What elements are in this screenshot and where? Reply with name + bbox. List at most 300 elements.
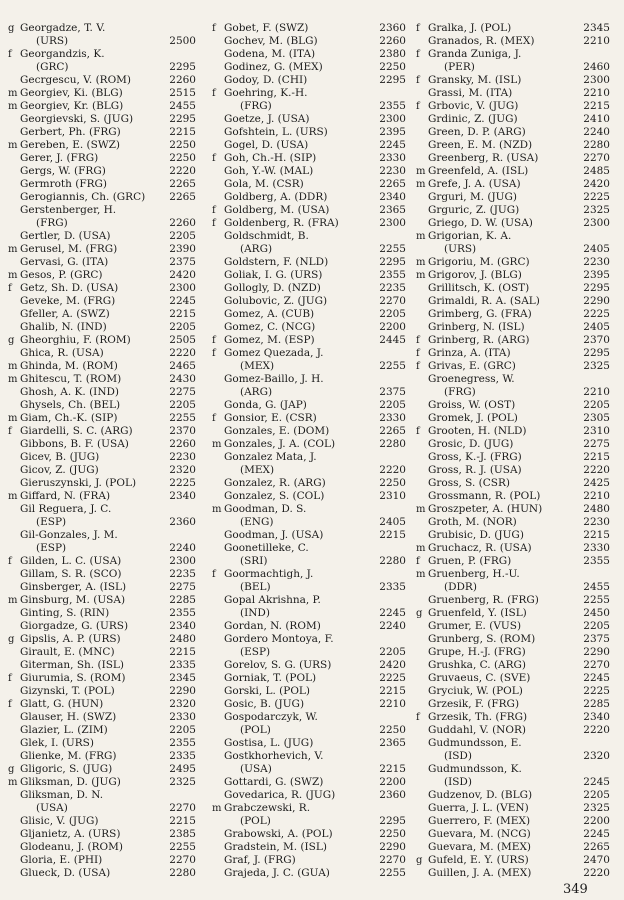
index-entry (212, 321, 408, 334)
title-marker: f (416, 75, 420, 86)
player-name: Gicev, B. (JUG) (20, 451, 100, 463)
player-name: Gomez, C. (NCG) (224, 321, 316, 333)
index-entry (212, 516, 408, 529)
index-entry (212, 35, 408, 48)
player-rating: 2255 (379, 867, 406, 879)
index-entry (8, 386, 198, 399)
player-name: Grumer, E. (VUS) (428, 620, 522, 632)
player-rating: 2250 (169, 152, 196, 164)
player-rating: 2215 (169, 646, 196, 658)
player-name: Gilden, L. C. (USA) (20, 555, 122, 567)
player-rating: 2295 (169, 61, 196, 73)
index-entry (416, 399, 612, 412)
title-marker: m (416, 179, 426, 190)
player-name: (ISD) (444, 776, 472, 788)
player-name: Giorgadze, G. (URS) (20, 620, 129, 632)
index-entry (8, 100, 198, 113)
index-entry (416, 763, 612, 776)
index-entry (416, 594, 612, 607)
index-entry (212, 165, 408, 178)
index-entry (212, 438, 408, 451)
title-marker: f (212, 569, 216, 580)
player-rating: 2355 (169, 737, 196, 749)
player-name: Geveke, M. (FRG) (20, 295, 116, 307)
player-name: Goehring, K.-H. (224, 87, 308, 99)
player-name: Ginting, S. (RIN) (20, 607, 110, 619)
player-rating: 2215 (379, 685, 406, 697)
index-entry (416, 503, 612, 516)
title-marker: f (212, 218, 216, 229)
player-name: Ghysels, Ch. (BEL) (20, 399, 121, 411)
index-entry (212, 815, 408, 828)
player-rating: 2335 (379, 581, 406, 593)
index-entry (416, 61, 612, 74)
player-rating: 2340 (379, 191, 406, 203)
player-rating: 2215 (583, 100, 610, 112)
title-marker: f (212, 348, 216, 359)
index-entry (212, 48, 408, 61)
title-marker: m (8, 374, 18, 385)
title-marker: f (8, 283, 12, 294)
player-name: (FRG) (36, 217, 68, 229)
index-entry (416, 841, 612, 854)
title-marker: f (416, 348, 420, 359)
player-name: Godinez, G. (MEX) (224, 61, 323, 73)
title-marker: f (8, 699, 12, 710)
player-name: Gudmundsson, E. (428, 737, 522, 749)
player-name: Georgievski, S. (JUG) (20, 113, 134, 125)
player-rating: 2225 (583, 191, 610, 203)
index-entry (212, 633, 408, 646)
player-name: Gomez Quezada, J. (224, 347, 324, 359)
index-entry (212, 87, 408, 100)
title-marker: m (8, 244, 18, 255)
player-rating: 2210 (583, 490, 610, 502)
player-rating: 2280 (379, 438, 406, 450)
player-name: Grzesik, F. (FRG) (428, 698, 520, 710)
player-rating: 2245 (583, 672, 610, 684)
index-entry (8, 139, 198, 152)
index-entry (416, 854, 612, 867)
player-rating: 2225 (583, 308, 610, 320)
index-entry (8, 646, 198, 659)
index-entry (212, 282, 408, 295)
player-name: Gruen, P. (FRG) (428, 555, 512, 567)
player-rating: 2260 (379, 35, 406, 47)
player-name: Gruvaeus, C. (SVE) (428, 672, 531, 684)
index-entry (8, 217, 198, 230)
column-2 (212, 22, 408, 880)
index-entry (8, 464, 198, 477)
player-rating: 2340 (583, 711, 610, 723)
player-rating: 2335 (169, 659, 196, 671)
player-rating: 2395 (379, 126, 406, 138)
player-rating: 2205 (169, 399, 196, 411)
index-entry (212, 230, 408, 243)
player-rating: 2280 (169, 867, 196, 879)
title-marker: m (8, 270, 18, 281)
title-marker: f (212, 88, 216, 99)
player-name: (SRI) (240, 555, 268, 567)
player-rating: 2200 (379, 321, 406, 333)
player-rating: 2210 (583, 87, 610, 99)
index-entry (8, 360, 198, 373)
player-name: Gostkhorhevich, V. (224, 750, 324, 762)
title-marker: m (212, 803, 222, 814)
player-rating: 2215 (379, 529, 406, 541)
index-entry (416, 581, 612, 594)
index-entry (212, 698, 408, 711)
index-entry (212, 217, 408, 230)
player-rating: 2500 (169, 35, 196, 47)
index-entry (212, 555, 408, 568)
player-rating: 2485 (583, 165, 610, 177)
player-name: Grguri, M. (JUG) (428, 191, 518, 203)
player-name: Groenegress, W. (428, 373, 515, 385)
index-entry (212, 360, 408, 373)
player-name: Grdinic, Z. (JUG) (428, 113, 518, 125)
player-rating: 2355 (169, 607, 196, 619)
index-entry (212, 594, 408, 607)
player-name: (ARG) (240, 243, 273, 255)
player-rating: 2205 (169, 724, 196, 736)
player-name: Grivas, E. (GRC) (428, 360, 516, 372)
index-entry (212, 22, 408, 35)
player-name: Gola, M. (CSR) (224, 178, 304, 190)
index-entry (8, 321, 198, 334)
index-entry (416, 373, 612, 386)
player-rating: 2330 (169, 711, 196, 723)
index-entry (416, 126, 612, 139)
player-name: Glienke, M. (FRG) (20, 750, 117, 762)
player-rating: 2300 (169, 555, 196, 567)
index-entry (8, 48, 198, 61)
player-rating: 2505 (169, 334, 196, 346)
player-rating: 2405 (583, 321, 610, 333)
index-entry (416, 191, 612, 204)
player-rating: 2200 (583, 815, 610, 827)
index-entry (212, 295, 408, 308)
title-marker: f (212, 335, 216, 346)
index-entry (416, 256, 612, 269)
index-entry (416, 87, 612, 100)
player-rating: 2240 (583, 126, 610, 138)
player-rating: 2230 (169, 451, 196, 463)
player-rating: 2205 (583, 620, 610, 632)
player-name: Gertler, D. (USA) (20, 230, 111, 242)
player-name: Giterman, Sh. (ISL) (20, 659, 124, 671)
player-rating: 2430 (169, 373, 196, 385)
player-rating: 2265 (169, 191, 196, 203)
player-rating: 2260 (169, 438, 196, 450)
player-name: Gorski, L. (POL) (224, 685, 310, 697)
player-name: Grushka, C. (ARG) (428, 659, 527, 671)
index-entry (212, 854, 408, 867)
index-entry (416, 217, 612, 230)
player-name: Gochev, M. (BLG) (224, 35, 318, 47)
player-rating: 2325 (583, 802, 610, 814)
index-entry (416, 360, 612, 373)
player-name: Gesos, P. (GRC) (20, 269, 103, 281)
index-entry (416, 542, 612, 555)
player-name: (POL) (240, 724, 271, 736)
index-entry (416, 48, 612, 61)
player-name: Ghinda, M. (ROM) (20, 360, 118, 372)
player-rating: 2360 (379, 22, 406, 34)
player-name: Goldschmidt, B. (224, 230, 309, 242)
index-entry (8, 581, 198, 594)
player-name: (URS) (36, 35, 69, 47)
title-marker: m (416, 166, 426, 177)
player-rating: 2295 (379, 815, 406, 827)
index-entry (212, 490, 408, 503)
index-entry (212, 737, 408, 750)
player-name: Greenfeld, A. (ISL) (428, 165, 529, 177)
index-entry (416, 828, 612, 841)
player-name: Griego, D. W. (USA) (428, 217, 533, 229)
index-entry (8, 334, 198, 347)
player-name: Goldberg, M. (USA) (224, 204, 330, 216)
title-marker: m (8, 595, 18, 606)
index-entry (212, 529, 408, 542)
index-entry (8, 282, 198, 295)
index-entry (416, 529, 612, 542)
index-entry (416, 269, 612, 282)
player-name: Gloria, E. (PHI) (20, 854, 103, 866)
index-entry (416, 347, 612, 360)
index-entry (212, 152, 408, 165)
player-name: (FRG) (444, 386, 476, 398)
title-marker: m (8, 361, 18, 372)
player-name: Green, D. P. (ARG) (428, 126, 526, 138)
player-rating: 2280 (379, 555, 406, 567)
player-name: Gudmundsson, K. (428, 763, 522, 775)
player-name: Gobet, F. (SWZ) (224, 22, 309, 34)
title-marker: f (416, 426, 420, 437)
index-entry (212, 191, 408, 204)
index-entry (416, 750, 612, 763)
player-name: Gomez, M. (ESP) (224, 334, 315, 346)
index-entry (416, 516, 612, 529)
index-entry (212, 334, 408, 347)
index-entry (416, 698, 612, 711)
player-rating: 2285 (583, 698, 610, 710)
title-marker: m (8, 88, 18, 99)
player-name: Grosic, D. (JUG) (428, 438, 514, 450)
index-entry (212, 178, 408, 191)
index-entry (212, 347, 408, 360)
player-rating: 2395 (583, 269, 610, 281)
player-name: Groth, M. (NOR) (428, 516, 517, 528)
player-name: Goliak, I. G. (URS) (224, 269, 323, 281)
player-rating: 2330 (379, 412, 406, 424)
title-marker: f (416, 556, 420, 567)
player-rating: 2345 (583, 22, 610, 34)
player-name: Grinza, A. (ITA) (428, 347, 511, 359)
player-rating: 2215 (583, 529, 610, 541)
player-name: Gil Reguera, J. C. (20, 503, 112, 515)
player-rating: 2495 (169, 763, 196, 775)
index-entry (416, 282, 612, 295)
title-marker: g (416, 608, 423, 619)
index-entry (416, 204, 612, 217)
player-name: Gicov, Z. (JUG) (20, 464, 99, 476)
index-entry (8, 529, 198, 542)
title-marker: g (8, 23, 15, 34)
player-rating: 2270 (379, 854, 406, 866)
title-marker: f (212, 23, 216, 34)
player-rating: 2420 (169, 269, 196, 281)
player-name: (URS) (444, 243, 477, 255)
player-rating: 2250 (379, 477, 406, 489)
player-name: Gligoric, S. (JUG) (20, 763, 113, 775)
player-rating: 2275 (169, 581, 196, 593)
index-entry (8, 737, 198, 750)
index-entry (416, 620, 612, 633)
index-entry (8, 347, 198, 360)
player-name: Girault, E. (MNC) (20, 646, 115, 658)
player-name: Gerogiannis, Ch. (GRC) (20, 191, 146, 203)
player-rating: 2255 (169, 412, 196, 424)
player-name: (MEX) (240, 464, 275, 476)
index-entry (8, 152, 198, 165)
player-name: Ghica, R. (USA) (20, 347, 104, 359)
index-entry (416, 633, 612, 646)
player-name: Grimberg, G. (FRA) (428, 308, 532, 320)
index-entry (416, 685, 612, 698)
player-rating: 2225 (169, 477, 196, 489)
player-rating: 2345 (169, 672, 196, 684)
player-name: Georgiev, Ki. (BLG) (20, 87, 123, 99)
player-name: Gordan, N. (ROM) (224, 620, 321, 632)
player-name: (DDR) (444, 581, 477, 593)
player-rating: 2420 (379, 659, 406, 671)
player-name: Grabczewski, R. (224, 802, 311, 814)
player-name: Gralka, J. (POL) (428, 22, 512, 34)
player-name: Ginsberger, A. (ISL) (20, 581, 127, 593)
player-rating: 2275 (583, 438, 610, 450)
player-name: Grajeda, J. C. (GUA) (224, 867, 330, 879)
index-entry (212, 659, 408, 672)
player-name: Gogel, D. (USA) (224, 139, 309, 151)
index-entry (212, 646, 408, 659)
index-entry (416, 646, 612, 659)
player-rating: 2375 (583, 633, 610, 645)
player-name: Gostisa, L. (JUG) (224, 737, 314, 749)
index-entry (416, 607, 612, 620)
player-rating: 2295 (379, 256, 406, 268)
player-name: Gottardi, G. (SWZ) (224, 776, 324, 788)
player-rating: 2245 (379, 139, 406, 151)
player-name: Gudzenov, D. (BLG) (428, 789, 533, 801)
index-entry (8, 516, 198, 529)
index-entry (8, 230, 198, 243)
player-name: Gervasi, G. (ITA) (20, 256, 109, 268)
player-name: (BEL) (240, 581, 271, 593)
player-rating: 2205 (583, 789, 610, 801)
player-name: Grzesik, Th. (FRG) (428, 711, 528, 723)
player-name: (PER) (444, 61, 475, 73)
player-rating: 2370 (583, 334, 610, 346)
title-marker: m (416, 504, 426, 515)
player-name: Gonsior, E. (CSR) (224, 412, 317, 424)
index-entry (8, 542, 198, 555)
player-name: Gufeld, E. Y. (URS) (428, 854, 529, 866)
title-marker: f (8, 49, 12, 60)
player-name: Ghitescu, T. (ROM) (20, 373, 122, 385)
player-name: Glatt, G. (HUN) (20, 698, 104, 710)
index-entry (8, 74, 198, 87)
index-entry (212, 256, 408, 269)
player-name: Gieruszynski, J. (POL) (20, 477, 137, 489)
player-name: Goldberg, A. (DDR) (224, 191, 328, 203)
player-rating: 2295 (169, 113, 196, 125)
index-entry (212, 113, 408, 126)
player-name: Guddahl, V. (NOR) (428, 724, 526, 736)
index-entry (416, 555, 612, 568)
index-entry (8, 373, 198, 386)
index-entry (8, 828, 198, 841)
player-name: Ginsburg, M. (USA) (20, 594, 126, 606)
player-name: Ghalib, N. (IND) (20, 321, 107, 333)
player-rating: 2265 (169, 178, 196, 190)
index-entry (8, 763, 198, 776)
index-entry (212, 269, 408, 282)
player-name: Gopal Akrishna, P. (224, 594, 321, 606)
player-name: Goodman, J. (USA) (224, 529, 324, 541)
index-entry (212, 711, 408, 724)
index-entry (212, 867, 408, 880)
player-rating: 2365 (379, 737, 406, 749)
player-name: Guerra, J. L. (VEN) (428, 802, 529, 814)
player-name: Gorelov, S. G. (URS) (224, 659, 332, 671)
player-name: Guevara, M. (MEX) (428, 841, 532, 853)
index-entry (212, 425, 408, 438)
player-name: Goldstern, F. (NLD) (224, 256, 329, 268)
player-rating: 2255 (379, 360, 406, 372)
player-name: Georgadze, T. V. (20, 22, 106, 34)
player-name: Glek, I. (URS) (20, 737, 94, 749)
index-entry (212, 828, 408, 841)
player-name: Gorniak, T. (POL) (224, 672, 317, 684)
player-rating: 2480 (169, 633, 196, 645)
player-rating: 2320 (169, 698, 196, 710)
player-name: Gljanietz, A. (URS) (20, 828, 121, 840)
player-rating: 2300 (583, 74, 610, 86)
player-rating: 2330 (379, 152, 406, 164)
player-name: Grupe, H.-J. (FRG) (428, 646, 526, 658)
player-name: Gordero Montoya, F. (224, 633, 334, 645)
index-entry (8, 867, 198, 880)
player-name: Gross, K.-J. (FRG) (428, 451, 522, 463)
player-rating: 2290 (379, 841, 406, 853)
player-name: Graf, J. (FRG) (224, 854, 296, 866)
index-entry (416, 35, 612, 48)
player-name: (USA) (36, 802, 68, 814)
player-rating: 2370 (169, 425, 196, 437)
player-name: Gonzalez, S. (COL) (224, 490, 325, 502)
player-name: Gecrgescu, V. (ROM) (20, 74, 132, 86)
index-entry (8, 425, 198, 438)
player-name: Gomez-Baillo, J. H. (224, 373, 324, 385)
player-name: Gruenberg, H.-U. (428, 568, 520, 580)
index-entry (8, 399, 198, 412)
index-entry (416, 74, 612, 87)
index-entry (212, 204, 408, 217)
index-entry (212, 100, 408, 113)
index-entry (8, 113, 198, 126)
player-name: Gransky, M. (ISL) (428, 74, 522, 86)
